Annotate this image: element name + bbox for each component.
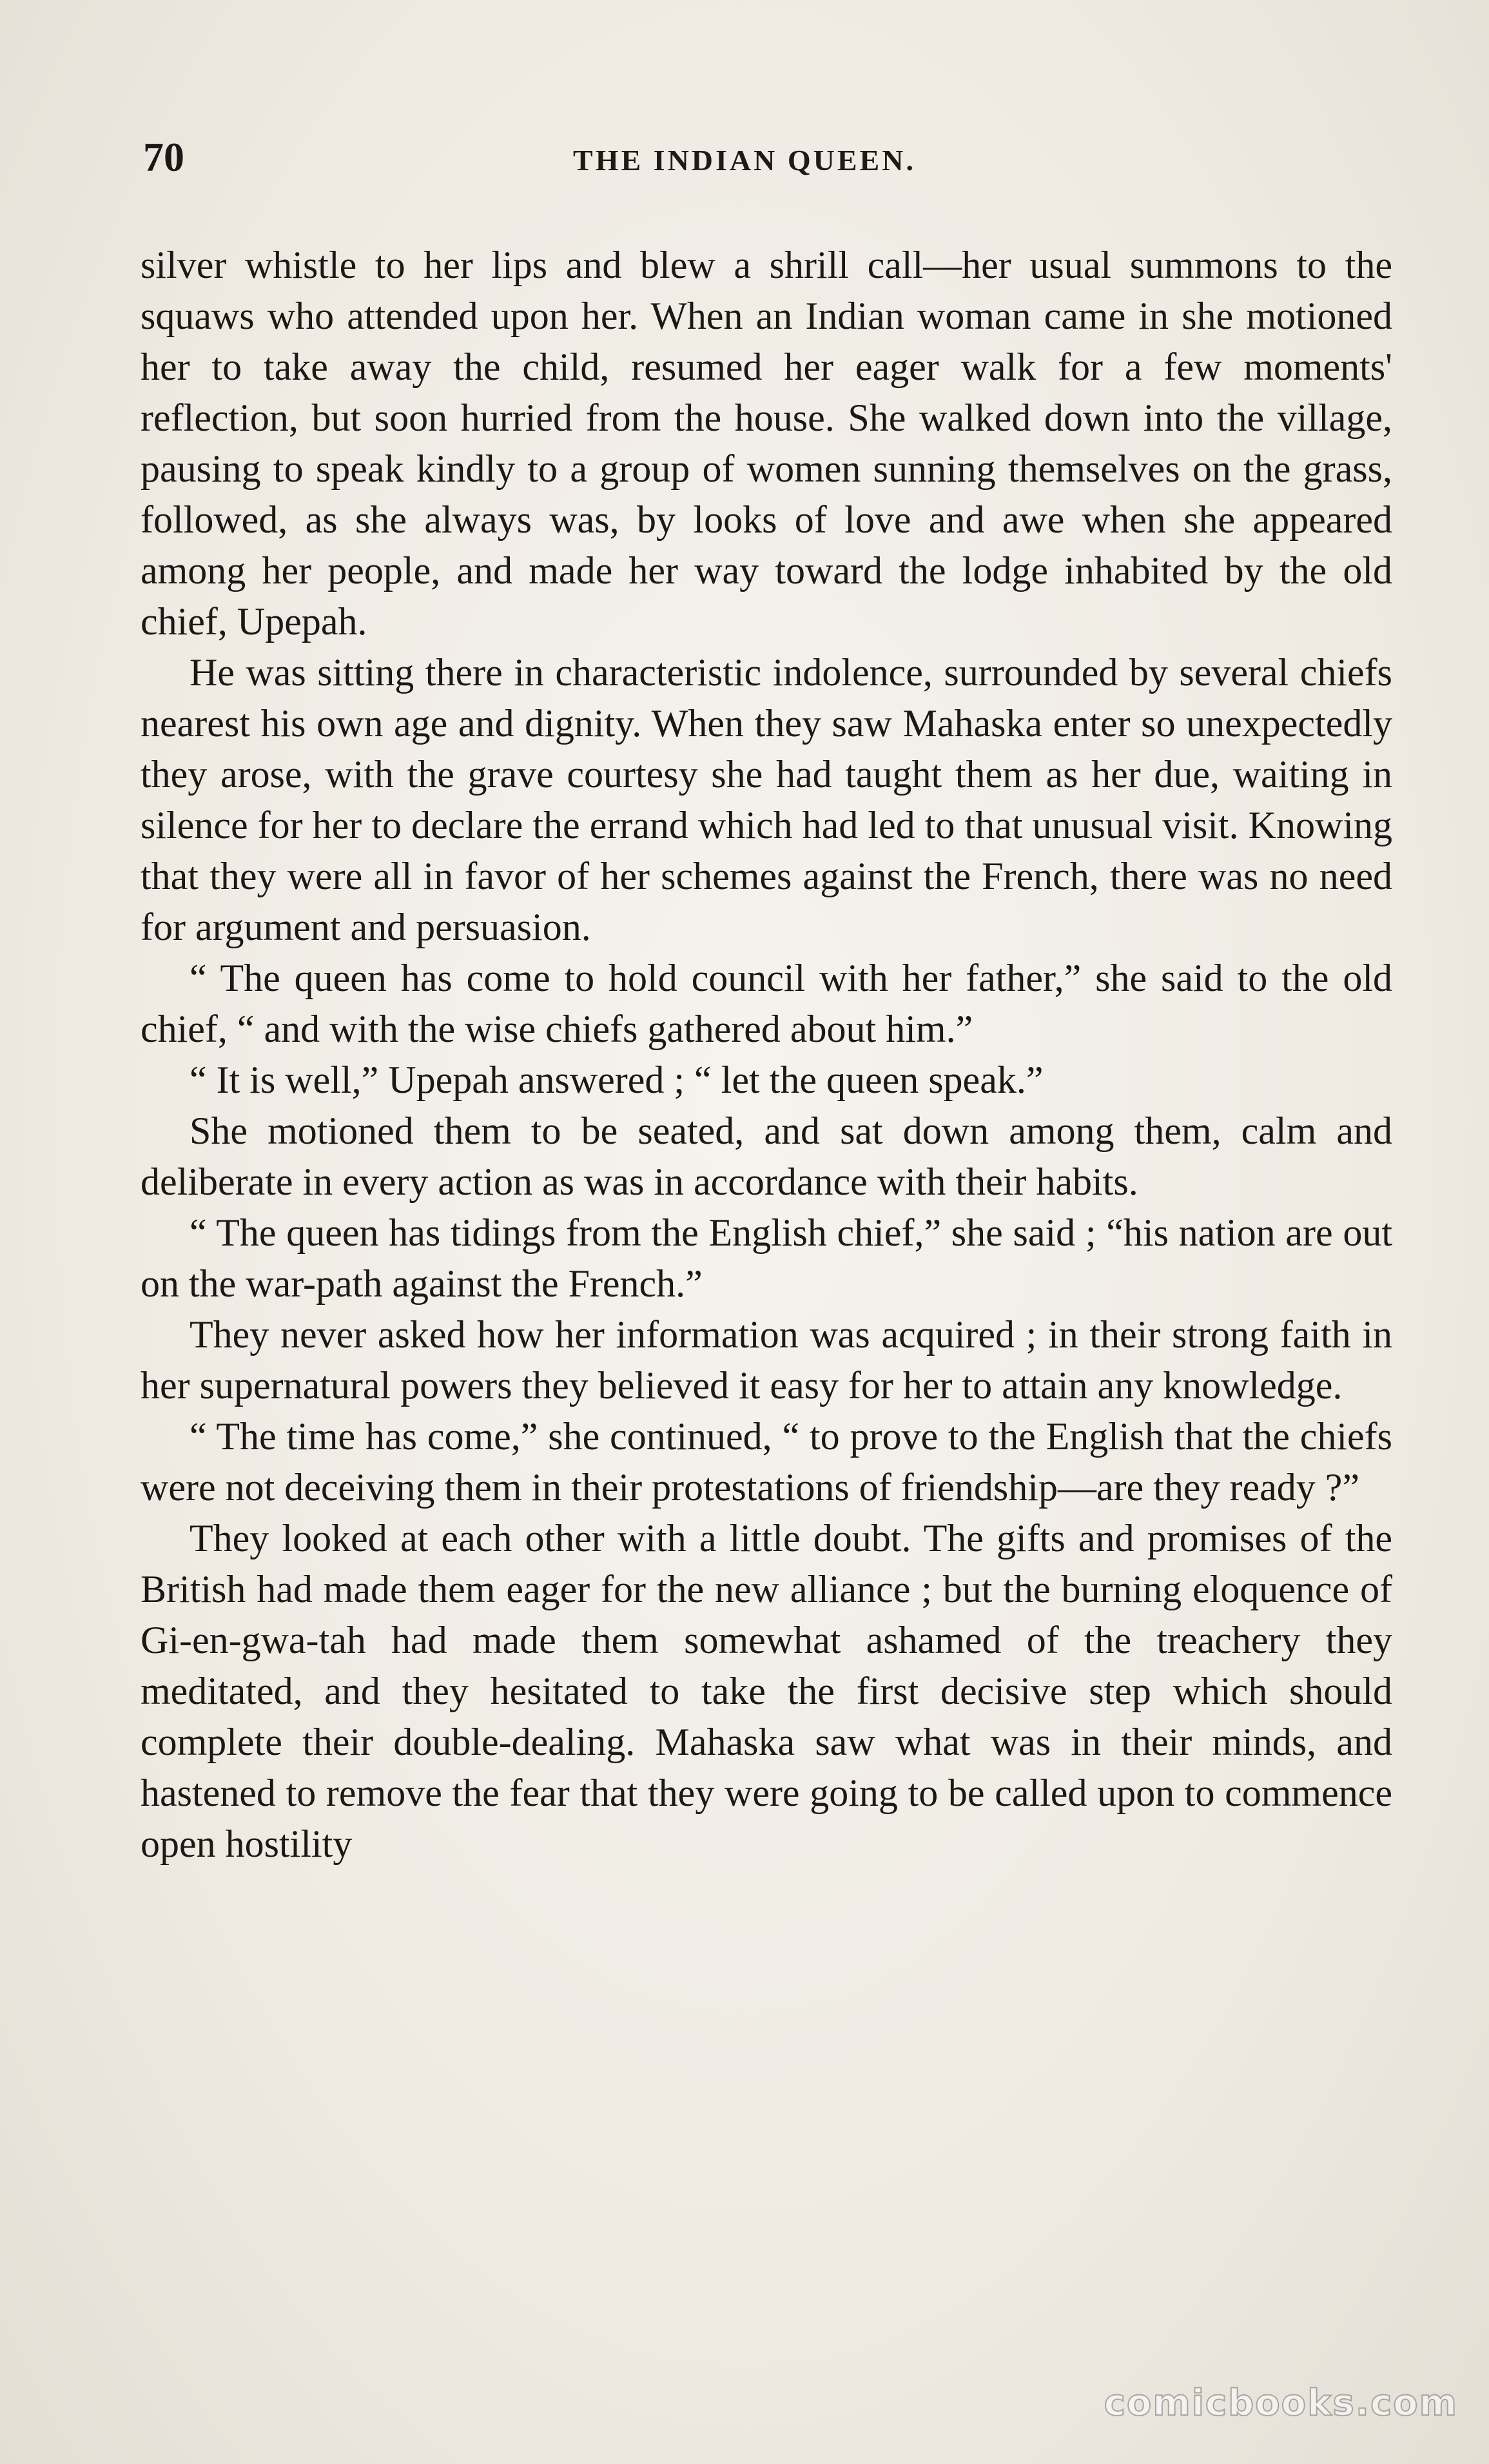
paragraph: “ The queen has tidings from the English chief,” she said ; “his nation are out on the war-path against the French.” (141, 1211, 1392, 1305)
paragraph: “ The time has come,” she continued, “ to prove to the English that the chiefs were not deceiving them in their protestations of friendship—are they ready ?” (141, 1415, 1392, 1509)
paragraph: They looked at each other with a little doubt. The gifts and promises of the British had made them eager for the new alliance ; but the burning eloquence of Gi-en-gwa-tah had made them somewhat ashamed of the treachery they meditated, and they hesitated to take the first decisive step which should complete their double-dealing. Mahaska saw what was in their minds, and hastened to remove the fear that they were going to be called upon to commence open hostility (141, 1517, 1392, 1865)
watermark: comicbooks.com (1104, 2382, 1458, 2424)
paragraph: She motioned them to be seated, and sat down among them, calm and deliberate in every action as was in accordance with their habits. (141, 1110, 1392, 1203)
paragraph: “ The queen has come to hold council with her father,” she said to the old chief, “ and with the wise chiefs gathered about him.” (141, 957, 1392, 1050)
running-head: THE INDIAN QUEEN. (573, 144, 916, 177)
paragraph: silver whistle to her lips and blew a shrill call—her usual summons to the squaws who attended upon her. When an Indian woman came in she motioned her to take away the child, resumed her eager walk for a few moments' reflection, but soon hurried from the house. She walked down into the village, pausing to speak kindly to a group of women sunning themselves on the grass, followed, as she always was, by looks of love and awe when she appeared among her people, and made her way toward the lodge inhabited by the old chief, Upepah. (141, 244, 1392, 643)
paragraph: He was sitting there in characteristic indolence, surrounded by several chiefs nearest his own age and dignity. When they saw Mahaska enter so unexpectedly they arose, with the grave courtesy she had taught them as her due, waiting in silence for her to declare the errand which had led to that unusual visit. Knowing that they were all in favor of her schemes against the French, there was no need for argument and persuasion. (141, 651, 1392, 948)
page-number: 70 (143, 134, 184, 180)
paragraph: They never asked how her information was acquired ; in their strong faith in her supernatural powers they believed it easy for her to attain any knowledge. (141, 1313, 1392, 1407)
paragraph: “ It is well,” Upepah answered ; “ let the queen speak.” (190, 1059, 1044, 1101)
body-text (141, 240, 1392, 1870)
